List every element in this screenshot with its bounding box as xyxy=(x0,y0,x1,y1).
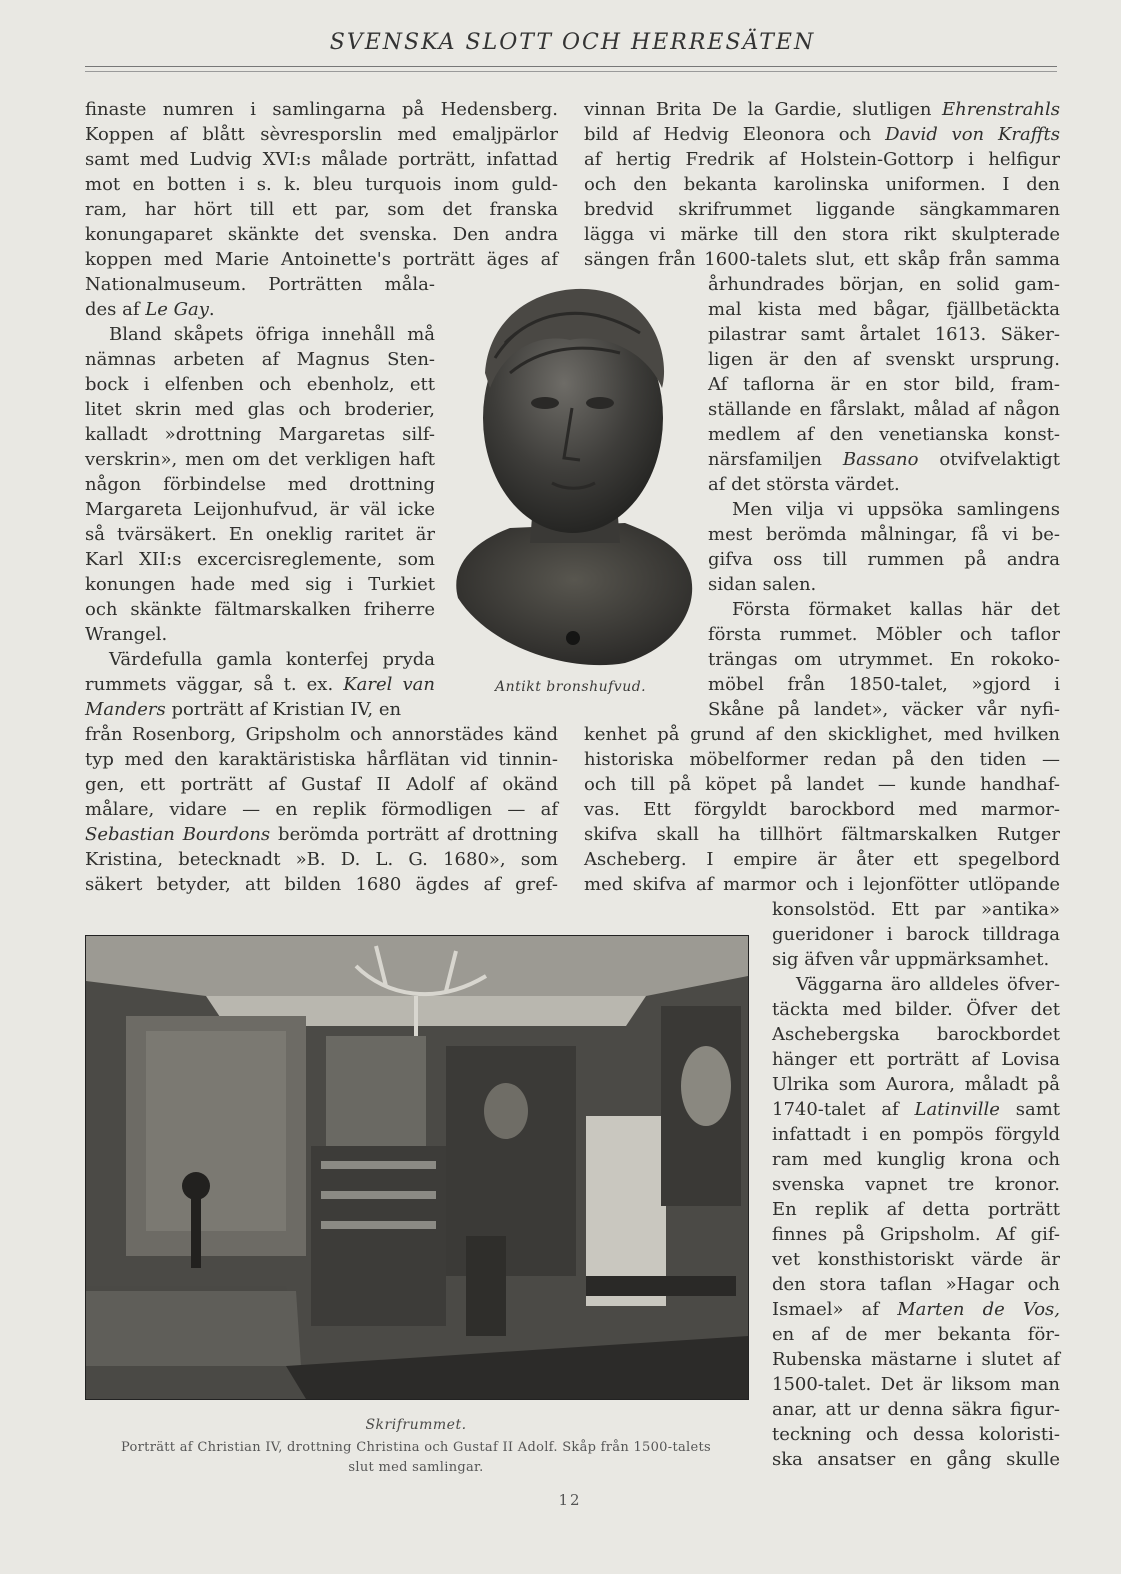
text-line: möbel från 1850-talet, »gjord i xyxy=(708,674,1060,695)
text-line: ligen är den af svenskt ursprung. xyxy=(708,349,1060,370)
text-line: trängas om utrymmet. En rokoko- xyxy=(708,649,1060,670)
text-line: finnes på Gripsholm. Af gif- xyxy=(772,1224,1060,1245)
text-line: konsolstöd. Ett par »antika» xyxy=(772,899,1060,920)
text-line: Nationalmuseum. Porträtten måla- xyxy=(85,274,435,295)
text-line: gifva oss till rummen på andra xyxy=(708,549,1060,570)
text-line: någon förbindelse med drottning xyxy=(85,474,435,495)
text-line: Ismael» af Marten de Vos, xyxy=(772,1299,1060,1320)
text-line: och skänkte fältmarskalken friherre xyxy=(85,599,435,620)
text-line: skifva skall ha tillhört fältmarskalken Rutger xyxy=(584,824,1060,845)
text-line: Manders porträtt af Kristian IV, en xyxy=(85,699,402,720)
text-line: des af Le Gay. xyxy=(85,299,215,320)
text-line: ram med kunglig krona och xyxy=(772,1149,1060,1170)
text-line: ram, har hört till ett par, som det franska xyxy=(85,199,558,220)
text-line: Men vilja vi uppsöka samlingens xyxy=(732,499,1060,520)
running-header: SVENSKA SLOTT OCH HERRESÄTEN xyxy=(329,30,816,55)
text-line: teckning och dessa koloristi- xyxy=(772,1424,1060,1445)
text-line: historiska möbelformer redan på den tiden — xyxy=(584,749,1060,770)
text-line: Koppen af blått sèvresporslin med emaljpärlor xyxy=(85,124,558,145)
text-line: samt med Ludvig XVI:s målade porträtt, infattad xyxy=(85,149,558,170)
text-line: infattadt i en pompös förgyld xyxy=(772,1124,1060,1145)
text-line: vinnan Brita De la Gardie, slutligen Ehrenstrahls xyxy=(584,99,1060,120)
text-line: konungaparet skänkte det svenska. Den andra xyxy=(85,224,558,245)
text-line: gueridoner i barock tilldraga xyxy=(772,924,1060,945)
text-line: 1500-talet. Det är liksom man xyxy=(772,1374,1060,1395)
text-line: Kristina, betecknadt »B. D. L. G. 1680», som xyxy=(85,849,558,870)
text-line: anar, att ur denna säkra figur- xyxy=(772,1399,1060,1420)
text-line: Ascheberg. I empire är åter ett spegelbord xyxy=(584,849,1060,870)
text-line: en af de mer bekanta för- xyxy=(772,1324,1060,1345)
text-line: rummets väggar, så t. ex. Karel van xyxy=(85,674,435,695)
text-line: verskrin», men om det verkligen haft xyxy=(85,449,435,470)
text-line: Rubenska mästarne i slutet af xyxy=(772,1349,1060,1370)
text-line: koppen med Marie Antoinette's porträtt äges af xyxy=(85,249,558,270)
text-line: svenska vapnet tre kronor. xyxy=(772,1174,1060,1195)
text-line: Skåne på landet», väcker vår nyfi- xyxy=(708,699,1060,720)
photo-caption-line: slut med samlingar. xyxy=(348,1460,484,1475)
text-line: Värdefulla gamla konterfej pryda xyxy=(109,649,435,670)
text-line: Wrangel. xyxy=(85,624,168,645)
text-line: En replik af detta porträtt xyxy=(772,1199,1060,1220)
text-line: Första förmaket kallas här det xyxy=(732,599,1060,620)
study-room-illustration xyxy=(86,936,748,1399)
text-line: målare, vidare — en replik förmodligen — af xyxy=(85,799,558,820)
text-line: finaste numren i samlingarna på Hedensberg. xyxy=(85,99,558,120)
text-line: af hertig Fredrik af Holstein-Gottorp i helfigur xyxy=(584,149,1060,170)
text-line: ställande en fårslakt, målad af någon xyxy=(708,399,1060,420)
text-line: kalladt »drottning Margaretas silf- xyxy=(85,424,435,445)
text-line: Af taflorna är en stor bild, fram- xyxy=(708,374,1060,395)
text-line: säkert betyder, att bilden 1680 ägdes af gref- xyxy=(85,874,558,895)
text-line: Margareta Leijonhufvud, är väl icke xyxy=(85,499,435,520)
text-line: bild af Hedvig Eleonora och David von Kraffts xyxy=(584,124,1060,145)
text-line: Ulrika som Aurora, måladt på xyxy=(772,1074,1060,1095)
text-line: gen, ett porträtt af Gustaf II Adolf af okänd xyxy=(85,774,558,795)
text-line: århundrades början, en solid gam- xyxy=(708,274,1060,295)
page-number: 12 xyxy=(558,1491,582,1509)
text-line: mot en botten i s. k. bleu turquois inom guld- xyxy=(85,174,558,195)
text-line: af det största värdet. xyxy=(708,474,900,495)
text-line: bredvid skrifrummet liggande sängkammaren xyxy=(584,199,1060,220)
text-line: hänger ett porträtt af Lovisa xyxy=(772,1049,1060,1070)
text-line: sig äfven vår uppmärksamhet. xyxy=(772,949,1050,970)
text-line: litet skrin med glas och broderier, xyxy=(85,399,435,420)
text-line: mest berömda målningar, få vi be- xyxy=(708,524,1060,545)
bronze-head-image xyxy=(450,278,698,673)
text-line: och till på köpet på landet — kunde handhaf- xyxy=(584,774,1060,795)
text-line: bock i elfenben och ebenholz, ett xyxy=(85,374,435,395)
bust-caption: Antikt bronshufvud. xyxy=(495,679,647,695)
text-line: vas. Ett förgyldt barockbord med marmor- xyxy=(584,799,1060,820)
text-line: den stora taflan »Hagar och xyxy=(772,1274,1060,1295)
text-line: Sebastian Bourdons berömda porträtt af drottning xyxy=(85,824,558,845)
text-line: lägga vi märke till den stora rikt skulpterade xyxy=(584,224,1060,245)
text-line: Aschebergska barockbordet xyxy=(772,1024,1060,1045)
photo-caption-line: Porträtt af Christian IV, drottning Christina och Gustaf II Adolf. Skåp från 1500-talets xyxy=(121,1440,711,1455)
text-line: första rummet. Möbler och taflor xyxy=(708,624,1060,645)
header-rule-thin xyxy=(85,71,1057,72)
text-line: 1740-talet af Latinville samt xyxy=(772,1099,1060,1120)
text-line: närsfamiljen Bassano otvifvelaktigt xyxy=(708,449,1060,470)
text-line: ska ansatser en gång skulle xyxy=(772,1449,1060,1470)
header-rule xyxy=(85,66,1057,67)
text-line: täckta med bilder. Öfver det xyxy=(772,999,1060,1020)
text-line: så tvärsäkert. En oneklig raritet är xyxy=(85,524,435,545)
text-line: sängen från 1600-talets slut, ett skåp från samma xyxy=(584,249,1060,270)
photo-caption-title: Skrifrummet. xyxy=(365,1417,467,1433)
text-line: konungen hade med sig i Turkiet xyxy=(85,574,435,595)
text-line: pilastrar samt årtalet 1613. Säker- xyxy=(708,324,1060,345)
text-line: med skifva af marmor och i lejonfötter utlöpande xyxy=(584,874,1060,895)
text-line: vet konsthistoriskt värde är xyxy=(772,1249,1060,1270)
text-line: Väggarna äro alldeles öfver- xyxy=(796,974,1060,995)
text-line: sidan salen. xyxy=(708,574,817,595)
text-line: Karl XII:s excercisreglemente, som xyxy=(85,549,435,570)
text-line: och den bekanta karolinska uniformen. I den xyxy=(584,174,1060,195)
text-line: typ med den karaktäristiska hårflätan vid tinnin- xyxy=(85,749,558,770)
text-line: medlem af den venetianska konst- xyxy=(708,424,1060,445)
text-line: från Rosenborg, Gripsholm och annorstädes känd xyxy=(85,724,558,745)
text-line: nämnas arbeten af Magnus Sten- xyxy=(85,349,435,370)
text-line: Bland skåpets öfriga innehåll må xyxy=(109,324,435,345)
study-room-photo xyxy=(85,935,749,1400)
photo-caption xyxy=(85,1438,747,1478)
text-line: kenhet på grund af den skicklighet, med hvilken xyxy=(584,724,1060,745)
text-line: mal kista med bågar, fjällbetäckta xyxy=(708,299,1060,320)
